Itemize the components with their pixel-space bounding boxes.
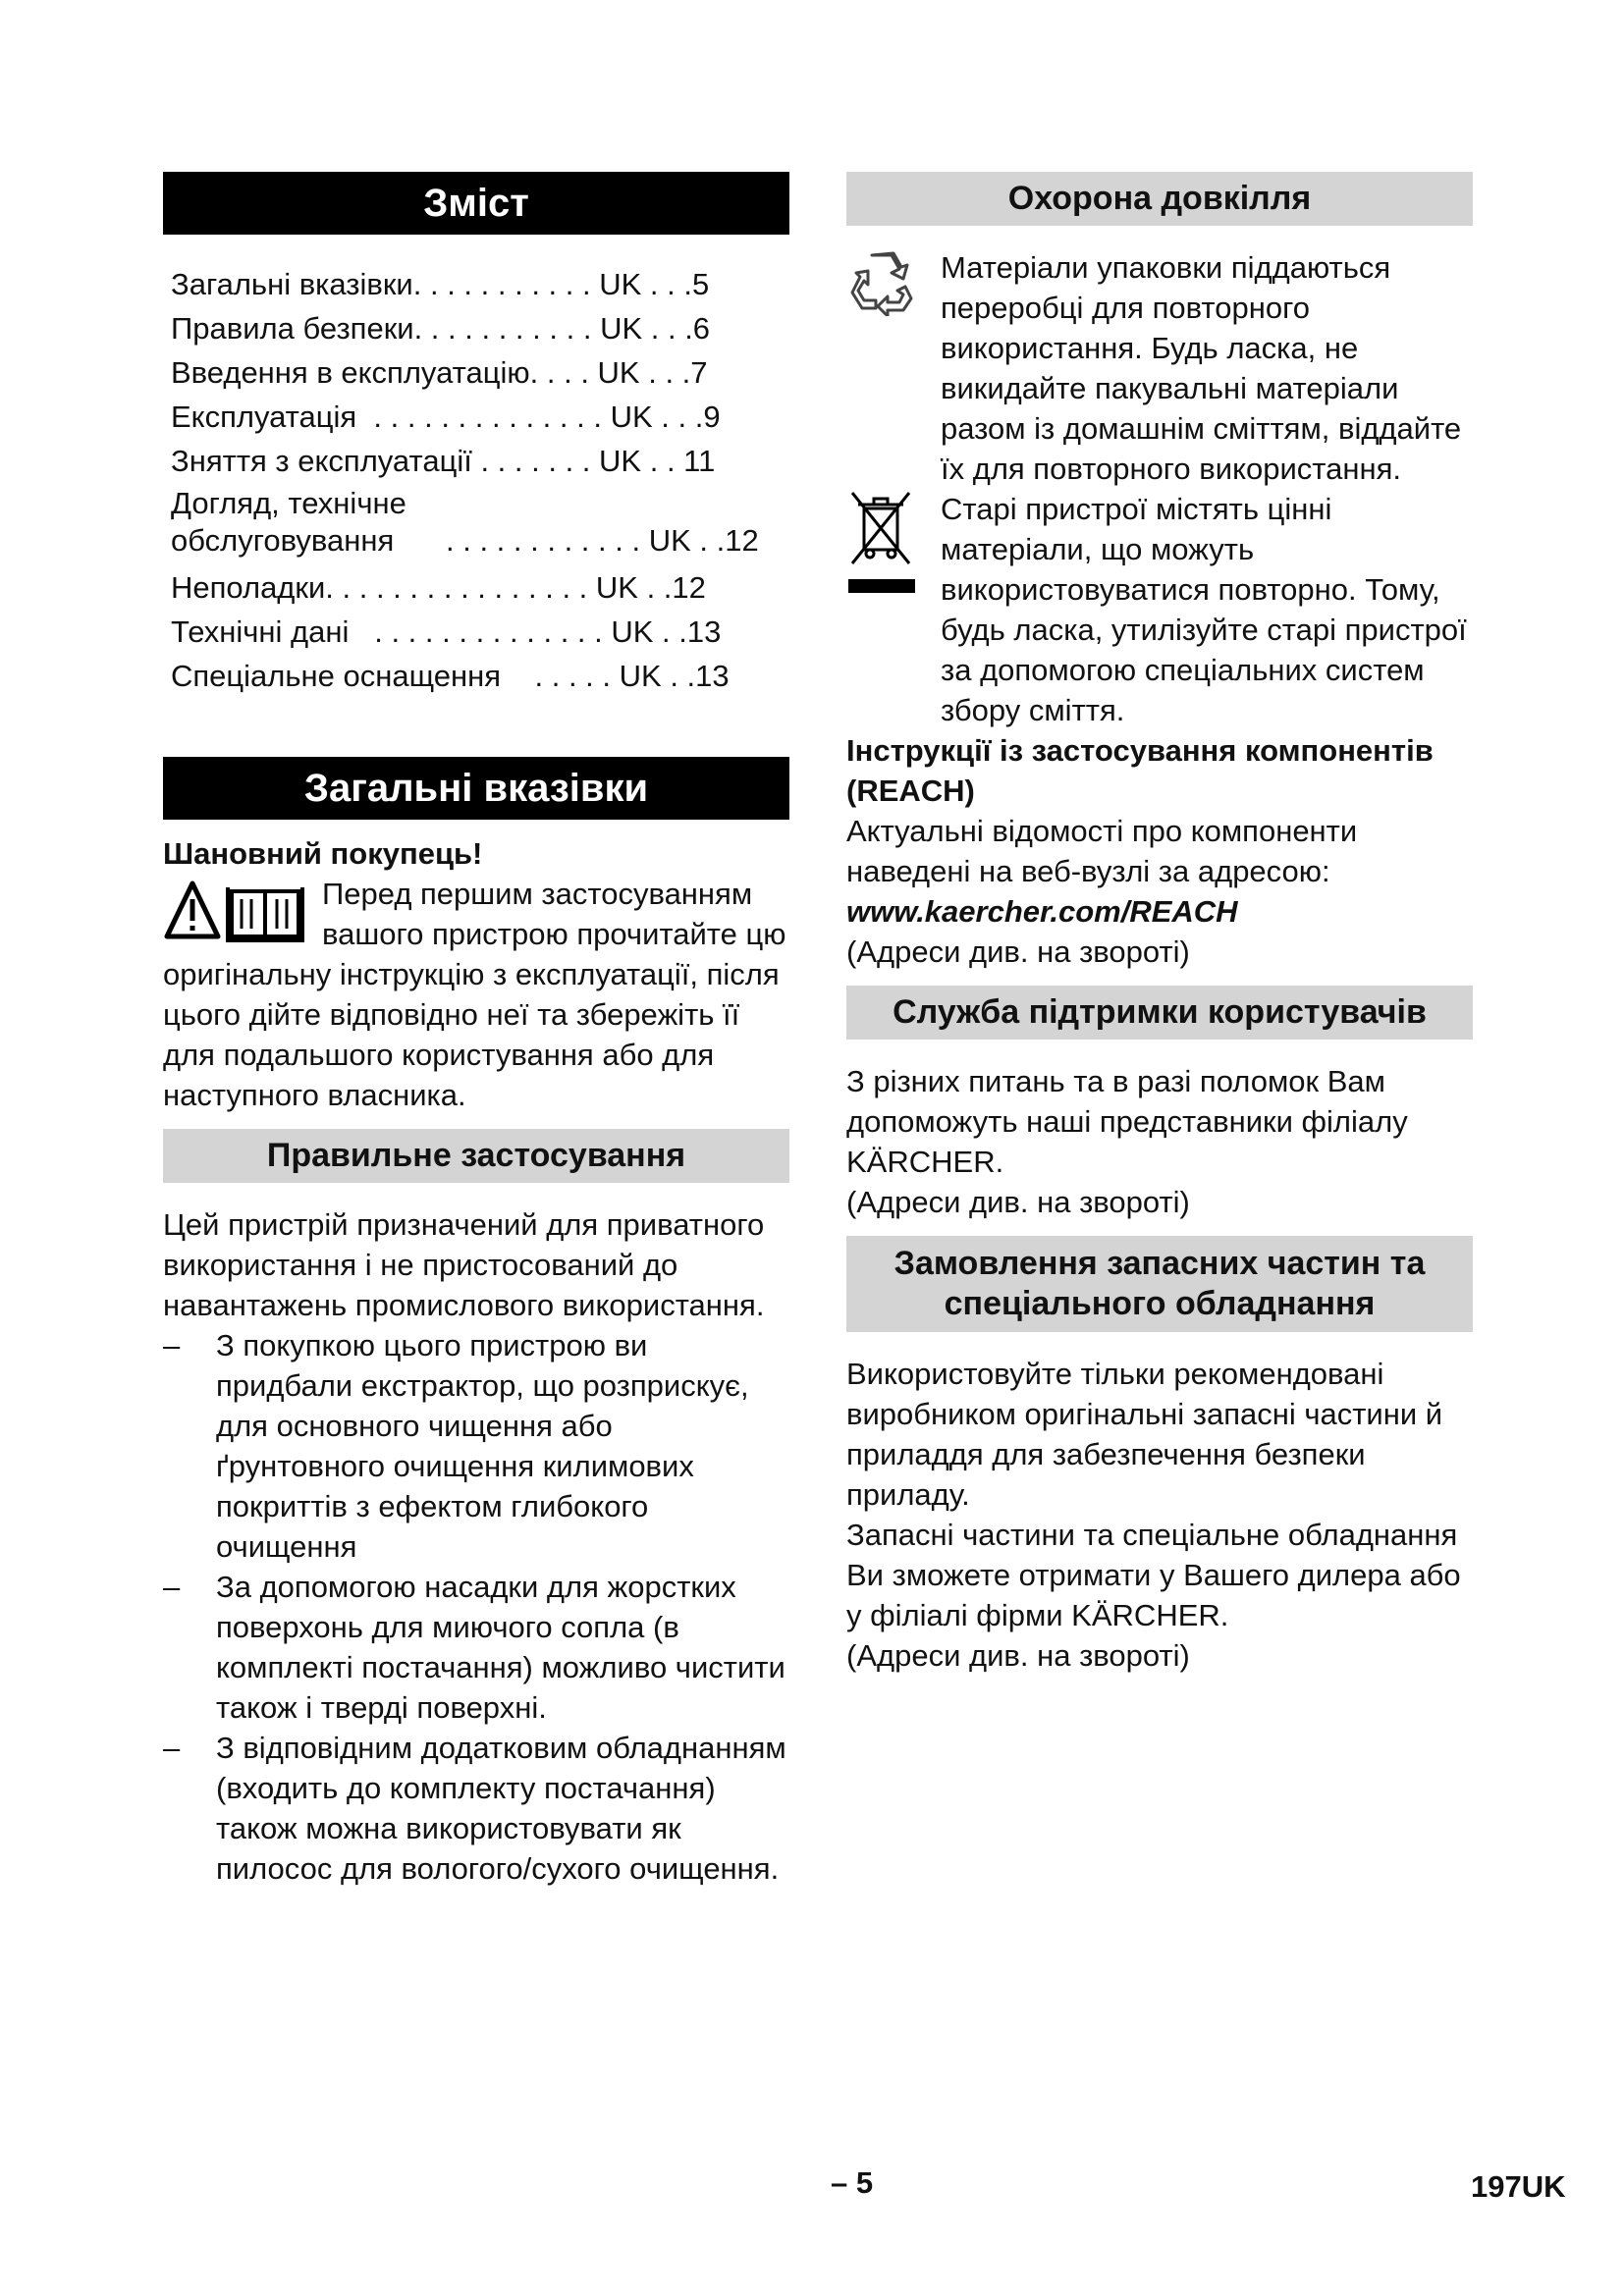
old-devices-text: Старі пристрої містять цінні матеріали, що можуть використовуватися повторно. Тому, будь ласка, утилізуйте старі пристрої за допомогою спеціальних систем збору сміття. xyxy=(941,492,1467,727)
toc-row[interactable]: Загальні вказівки . . . . . . . . . . . UK . . .5 xyxy=(171,267,710,301)
page-number: – 5 xyxy=(831,2165,874,2200)
toc-row[interactable]: Введення в експлуатацію . . . . UK . . .7 xyxy=(171,355,708,390)
greeting: Шановний покупець! xyxy=(163,836,483,871)
toc-row[interactable]: Правила безпеки . . . . . . . . . . . UK . . .6 xyxy=(171,311,711,346)
left-column xyxy=(163,172,789,1889)
document-code: 197UK xyxy=(1471,2169,1566,2204)
crossed-bin-icon xyxy=(846,489,917,597)
parts-heading: Замовлення запасних частин та спеціального обладнання xyxy=(846,1236,1473,1332)
toc-row[interactable]: Догляд, технічне обслуговування . . . . . . . . . . . . UK . .12 xyxy=(171,486,759,558)
recycle-icon xyxy=(846,247,917,316)
proper-use-heading: Правильне застосування xyxy=(163,1129,789,1183)
old-devices-block xyxy=(846,489,1473,730)
warning-manual-icon xyxy=(163,880,310,944)
reach-heading: Інструкції із застосування компонентів (REACH) xyxy=(846,733,1434,808)
parts-text-1: Використовуйте тільки рекомендовані виробником оригінальні запасні частини й приладдя для забезпечення безпеки приладу. xyxy=(846,1357,1443,1512)
reach-note: (Адреси див. на звороті) xyxy=(846,934,1190,969)
packaging-text: Матеріали упаковки піддаються переробці для повторного використання. Будь ласка, не викидайте пакувальні матеріали разом із домашнім сміттям, віддайте їх для повторного використання. xyxy=(941,250,1462,486)
toc-row[interactable]: Технічні дані . . . . . . . . . . . . . . UK . .13 xyxy=(171,614,722,649)
reach-text: Актуальні відомості про компоненти наведені на веб-вузлі за адресою: xyxy=(846,814,1358,888)
toc-heading: Зміст xyxy=(163,172,789,235)
proper-use-text: Цей пристрій призначений для приватного використання і не пристосований до навантажень промислового використання. xyxy=(163,1207,765,1322)
general-heading: Загальні вказівки xyxy=(163,757,789,820)
toc-row[interactable]: Експлуатація . . . . . . . . . . . . . . UK . . .9 xyxy=(171,400,721,434)
list-item: – З покупкою цього пристрою ви придбали екстрактор, що розприскує, для основного чищення або ґрунтовного очищення килимових покриттів з ефектом глибокого очищення xyxy=(163,1328,749,1564)
toc-row[interactable]: Зняття з експлуатації . . . . . . . UK . . 11 xyxy=(171,444,716,478)
list-item: – З відповідним додатковим обладнанням (входить до комплекту постачання) також можна використовувати як пилосос для вологого/сухого очищення. xyxy=(163,1731,786,1886)
service-heading: Служба підтримки користувачів xyxy=(846,986,1473,1040)
reach-url-link[interactable]: www.kaercher.com/REACH xyxy=(846,894,1238,929)
proper-use-list xyxy=(163,1325,789,1889)
right-column xyxy=(846,172,1473,1676)
table-of-contents xyxy=(163,262,789,698)
environment-heading: Охорона довкілля xyxy=(846,172,1473,226)
toc-row[interactable]: Спеціальне оснащення . . . . . UK . .13 xyxy=(171,659,730,693)
toc-row[interactable]: Неполадки . . . . . . . . . . . . . . . . UK . .12 xyxy=(171,570,706,605)
parts-text-2: Запасні частини та спеціальне обладнання Ви зможете отримати у Вашего дилера або у філіалі фірми KÄRCHER. xyxy=(846,1518,1461,1632)
service-text: З різних питань та в разі поломок Вам допоможуть наші представники філіалу KÄRCHER. xyxy=(846,1064,1408,1179)
list-item: – За допомогою насадки для жорстких поверхонь для миючого сопла (в комплекті постачання) можливо чистити також і тверді поверхні. xyxy=(163,1570,785,1725)
service-note: (Адреси див. на звороті) xyxy=(846,1185,1190,1219)
packaging-block xyxy=(846,247,1473,489)
parts-note: (Адреси див. на звороті) xyxy=(846,1638,1190,1673)
intro-paragraph: Перед першим застосуванням вашого пристрою прочитайте цю оригінальну інструкцію з експлуатації, після цього дійте відповідно неї та збережіть її для подальшого користування або для наступного власника. xyxy=(163,877,786,1112)
